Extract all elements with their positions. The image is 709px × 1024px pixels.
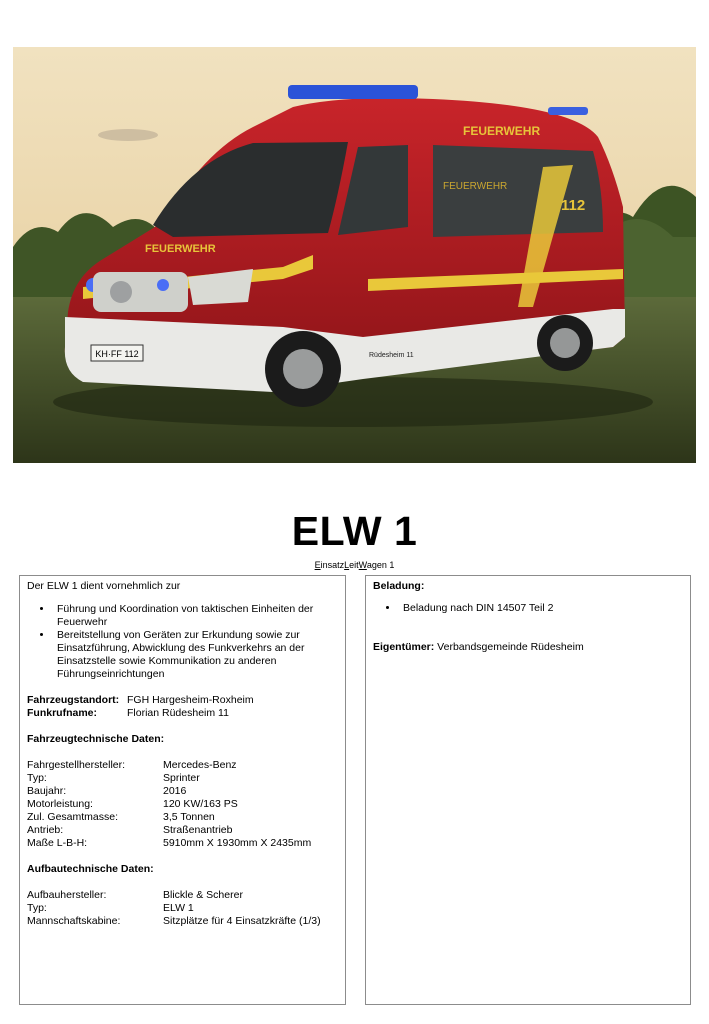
eigentuemer-label: Eigentümer:	[373, 641, 435, 653]
purpose-list	[27, 603, 338, 681]
intro-text: Der ELW 1 dient vornehmlich zur	[27, 580, 181, 592]
tech-row	[27, 785, 338, 798]
purpose-item: • Bereitstellung von Geräten zur Erkundung sowie zur Einsatzführung, Abwicklung des Funkverkehrs an der Einsatzstelle sowie Kommunikation zu anderen Führungseinrichtungen	[53, 629, 338, 681]
page-title: ELW 1	[291, 508, 418, 554]
aufbau-row	[27, 915, 338, 928]
subtitle-e: E	[314, 560, 321, 570]
aufbau-value: ELW 1	[163, 902, 194, 914]
tech-key: Typ:	[27, 772, 47, 784]
tech-heading: Fahrzeugtechnische Daten:	[27, 733, 165, 745]
tech-key: Motorleistung:	[27, 798, 93, 810]
purpose-item: • Führung und Koordination von taktischen Einheiten der Feuerwehr	[53, 603, 338, 629]
eigentuemer-row	[373, 641, 683, 654]
tech-row	[27, 824, 338, 837]
tech-value: Mercedes-Benz	[163, 759, 237, 771]
aufbau-row	[27, 902, 338, 915]
standort-value: FGH Hargesheim-Roxheim	[127, 694, 254, 706]
tech-row	[27, 798, 338, 811]
tech-row	[27, 772, 338, 785]
aufbau-value: Sitzplätze für 4 Einsatzkräfte (1/3)	[163, 915, 321, 927]
subtitle-agen: agen 1	[366, 560, 395, 570]
funkruf-row	[27, 707, 338, 720]
aufbau-key: Aufbauhersteller:	[27, 889, 107, 901]
tech-value: Sprinter	[163, 772, 200, 784]
tech-row	[27, 837, 338, 850]
vehicle-info-box	[19, 575, 346, 1005]
side-number: 112	[561, 197, 586, 214]
subtitle-eit: eit	[349, 560, 359, 570]
tech-key: Fahrgestellhersteller:	[27, 759, 126, 771]
tech-value: 5910mm X 1930mm X 2435mm	[163, 837, 312, 849]
side-text: FEUERWEHR	[443, 181, 508, 192]
loading-info-box	[365, 575, 691, 1005]
aufbau-key: Typ:	[27, 902, 47, 914]
vehicle-photo	[13, 47, 696, 463]
aufbau-row	[27, 889, 338, 902]
tech-row	[27, 811, 338, 824]
eigentuemer-value: Verbandsgemeinde Rüdesheim	[434, 641, 584, 653]
subtitle-w: W	[358, 560, 367, 570]
door-text: Rüdesheim 11	[369, 352, 414, 359]
tech-value: 3,5 Tonnen	[163, 811, 215, 823]
funkruf-value: Florian Rüdesheim 11	[127, 707, 229, 719]
hood-text: FEUERWEHR	[145, 243, 216, 255]
beladung-list	[373, 602, 683, 615]
tech-value: 2016	[163, 785, 187, 797]
standort-row	[27, 694, 338, 707]
aufbau-value: Blickle & Scherer	[163, 889, 243, 901]
tech-key: Baujahr:	[27, 785, 67, 797]
aufbau-key: Mannschaftskabine:	[27, 915, 121, 927]
plate-text: KH·FF 112	[95, 349, 139, 359]
beladung-item: • Beladung nach DIN 14507 Teil 2	[399, 602, 683, 615]
funkruf-label: Funkrufname:	[27, 707, 98, 719]
page-subtitle	[0, 560, 709, 570]
roof-text: FEUERWEHR	[463, 124, 541, 138]
subtitle-l: L	[344, 560, 350, 570]
tech-key: Antrieb:	[27, 824, 64, 836]
beladung-heading: Beladung:	[373, 580, 425, 592]
tech-row	[27, 759, 338, 772]
standort-label: Fahrzeugstandort:	[27, 694, 120, 706]
aufbau-heading: Aufbautechnische Daten:	[27, 863, 154, 875]
subtitle-insatz: insatz	[320, 560, 345, 570]
tech-key: Maße L-B-H:	[27, 837, 88, 849]
tech-key: Zul. Gesamtmasse:	[27, 811, 119, 823]
tech-value: Straßenantrieb	[163, 824, 233, 836]
tech-value: 120 KW/163 PS	[163, 798, 238, 810]
